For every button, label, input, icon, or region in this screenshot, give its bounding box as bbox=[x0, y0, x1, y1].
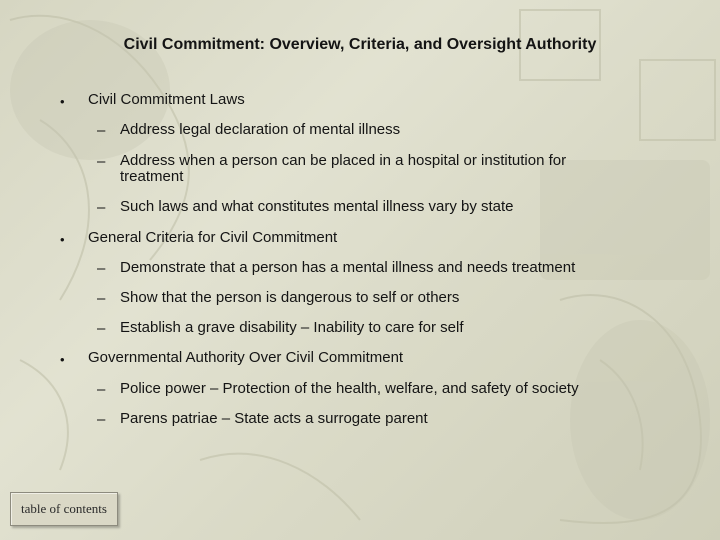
list-item: Address legal declaration of mental illness bbox=[120, 121, 401, 138]
list-item: Address when a person can be placed in a hospital or institution for bbox=[120, 152, 567, 169]
list-item-continuation: treatment bbox=[120, 168, 184, 185]
list-item: Police power – Protection of the health, welfare, and safety of society bbox=[120, 380, 579, 397]
list-item: Show that the person is dangerous to self or others bbox=[120, 289, 460, 306]
list-item: Such laws and what constitutes mental illness vary by state bbox=[120, 198, 514, 215]
dash-marker: – bbox=[97, 199, 106, 216]
bullet-marker: • bbox=[60, 352, 65, 367]
section-heading-governmental-authority: Governmental Authority Over Civil Commitment bbox=[88, 349, 404, 366]
dash-marker: – bbox=[97, 260, 106, 277]
list-item: Parens patriae – State acts a surrogate parent bbox=[120, 410, 428, 427]
dash-marker: – bbox=[97, 122, 106, 139]
bullet-marker: • bbox=[60, 232, 65, 247]
section-heading-civil-commitment-laws: Civil Commitment Laws bbox=[88, 91, 245, 108]
dash-marker: – bbox=[97, 411, 106, 428]
dash-marker: – bbox=[97, 381, 106, 398]
list-item: Demonstrate that a person has a mental illness and needs treatment bbox=[120, 259, 576, 276]
list-item: Establish a grave disability – Inability to care for self bbox=[120, 319, 464, 336]
section-heading-general-criteria: General Criteria for Civil Commitment bbox=[88, 229, 338, 246]
dash-marker: – bbox=[97, 290, 106, 307]
dash-marker: – bbox=[97, 320, 106, 337]
table-of-contents-button[interactable]: table of contents bbox=[10, 492, 118, 526]
slide-title: Civil Commitment: Overview, Criteria, and Oversight Authority bbox=[123, 36, 597, 53]
dash-marker: – bbox=[97, 153, 106, 170]
bullet-marker: • bbox=[60, 94, 65, 109]
